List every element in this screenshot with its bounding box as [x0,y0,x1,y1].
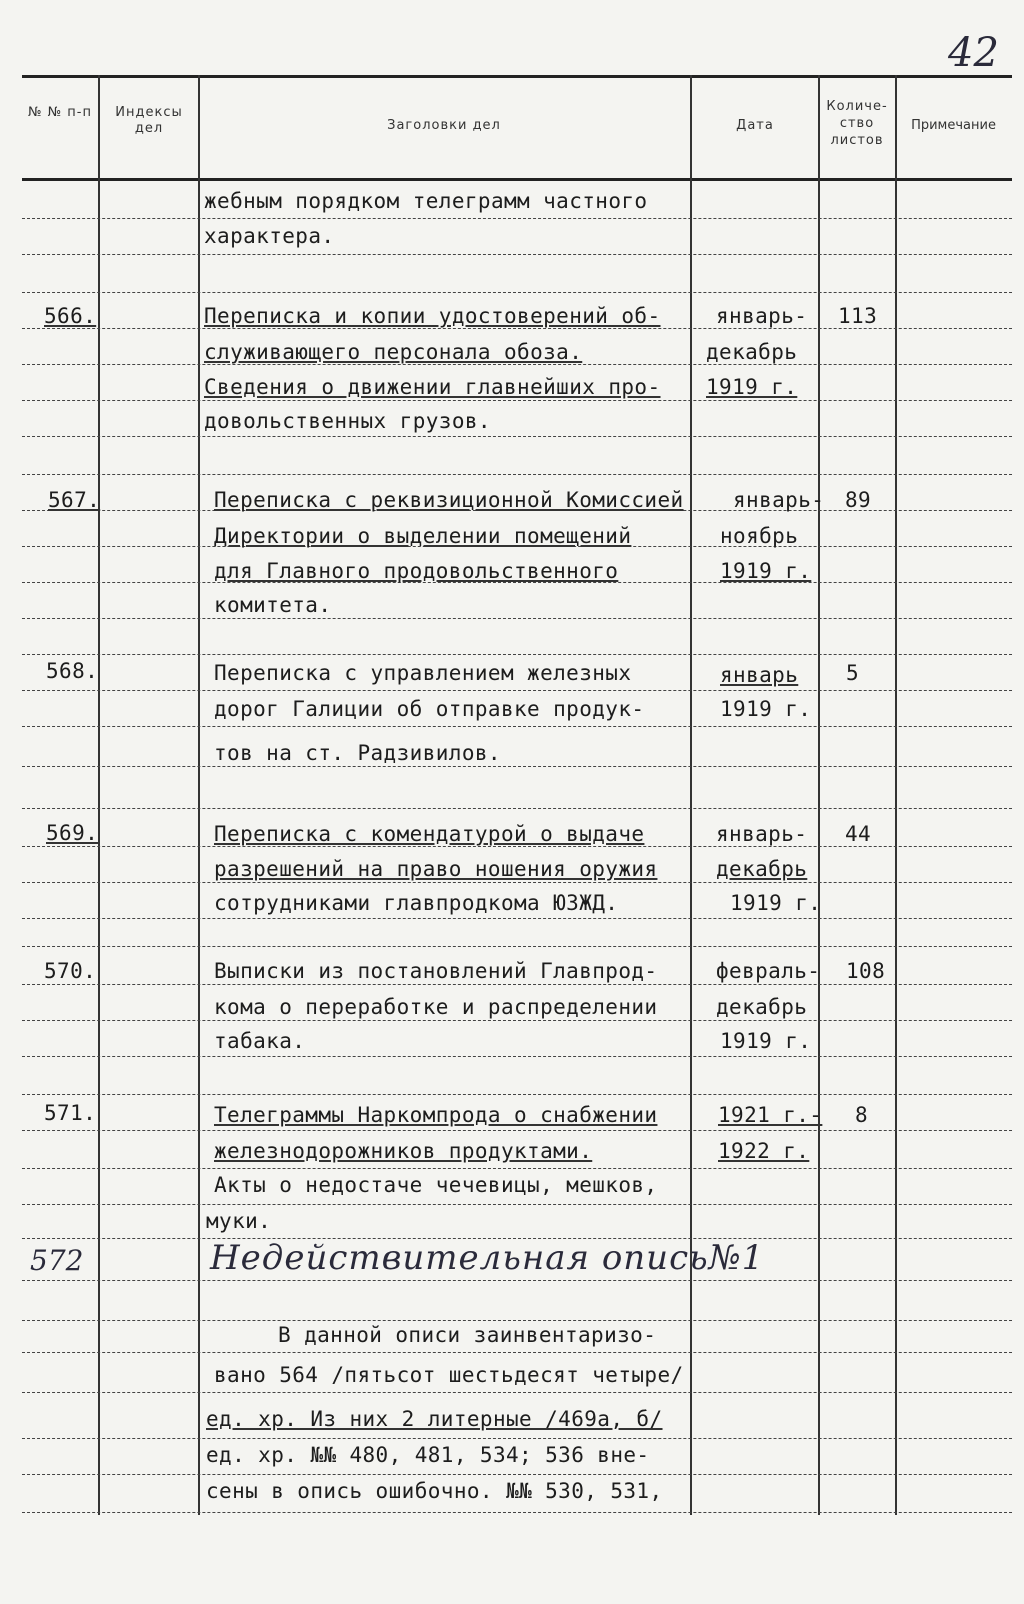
record-568-title-3: тов на ст. Радзивилов. [214,741,501,765]
record-566-date-2: декабрь [706,340,798,364]
record-567-title-1: Переписка с реквизиционной Комиссией [214,488,684,512]
record-569-title-1: Переписка с комендатурой о выдаче [214,822,645,846]
record-570-date-2: декабрь [716,995,808,1019]
page-number: 42 [948,30,999,76]
record-571-sheet-count: 8 [855,1103,869,1127]
column-divider-5 [895,75,897,1515]
record-569-date-2: декабрь [716,857,808,881]
header-date: Дата [736,118,774,133]
record-568-sheet-count: 5 [846,661,860,685]
record-568-date-2: 1919 г. [720,697,812,721]
record-569-date-1: январь- [716,822,808,846]
record-571-title-3: Акты о недостаче чечевицы, мешков, [214,1173,658,1197]
header-title: Заголовки дел [387,118,501,133]
header-bottom-border [22,178,1012,181]
record-567-number: 567. [48,488,101,512]
record-571-title-4: муки. [206,1209,272,1233]
record-566-sheet-count: 113 [838,304,878,328]
column-divider-3 [690,75,692,1515]
column-divider-2 [198,75,200,1515]
record-571-date-2: 1922 г. [718,1139,810,1163]
header-index: Индексы дел [115,105,183,136]
record-567-date-1: январь- [733,488,825,512]
record-571-title-1: Телеграммы Наркомпрода о снабжении [214,1103,658,1127]
record-567-sheet-count: 89 [845,488,872,512]
record-569-number: 569. [46,821,99,845]
record-570-sheet-count: 108 [846,959,886,983]
record-569-title-3: сотрудниками главпродкома ЮЗЖД. [214,891,619,915]
record-569-sheet-count: 44 [845,822,872,846]
record-570-title-2: кома о переработке и распределении [214,995,658,1019]
record-571-number: 571. [44,1101,97,1125]
table-top-border [22,75,1012,78]
summary-line-5: сены в опись ошибочно. №№ 530, 531, [206,1479,663,1503]
record-572-handwritten-number: 572 [30,1244,84,1277]
record-568-title-2: дорог Галиции об отправке продук- [214,697,645,721]
record-570-title-1: Выписки из постановлений Главпрод- [214,959,658,983]
header-sheet-count: Количе- ство листов [826,99,888,148]
record-568-date-1: январь [720,663,799,687]
record-566-date-1: январь- [716,304,808,328]
record-571-title-2: железнодорожников продуктами. [214,1139,593,1163]
record-566-title-1: Переписка и копии удостоверений об- [204,304,661,328]
record-568-title-1: Переписка с управлением железных [214,661,632,685]
record-570-date-1: февраль- [716,959,821,983]
record-569-date-3: 1919 г. [730,891,822,915]
record-567-title-3: для Главного продовольственного [214,559,619,583]
summary-line-2: вано 564 /пятьсот шестьдесят четыре/ [214,1363,684,1387]
record-567-date-2: ноябрь [720,524,799,548]
record-570-date-3: 1919 г. [720,1029,812,1053]
summary-line-1: В данной описи заинвентаризо- [278,1323,657,1347]
record-567-title-2: Директории о выделении помещений [214,524,632,548]
record-566-date-3: 1919 г. [706,375,798,399]
header-note: Примечание [911,118,996,133]
record-566-number: 566. [44,304,97,328]
record-571-date-1: 1921 г.- [718,1103,823,1127]
summary-line-3: ед. хр. Из них 2 литерные /469а, б/ [206,1407,663,1431]
record-570-title-3: табака. [214,1029,306,1053]
continuation-line-2: характера. [204,224,335,248]
record-566-title-2: служивающего персонала обоза. [204,340,583,364]
record-566-title-4: довольственных грузов. [204,409,491,433]
record-567-title-4: комитета. [214,593,332,617]
record-567-date-3: 1919 г. [720,559,812,583]
header-number: № № п-п [28,105,92,120]
continuation-line-1: жебным порядком телеграмм частного [204,189,648,213]
column-divider-1 [98,75,100,1515]
record-572-handwritten-note: Недействительная опись№1 [210,1238,765,1278]
record-566-title-3: Сведения о движении главнейших про- [204,375,661,399]
record-569-title-2: разрешений на право ношения оружия [214,857,658,881]
record-570-number: 570. [44,959,97,983]
summary-line-4: ед. хр. №№ 480, 481, 534; 536 вне- [206,1443,650,1467]
column-divider-4 [818,75,820,1515]
record-568-number: 568. [46,659,99,683]
